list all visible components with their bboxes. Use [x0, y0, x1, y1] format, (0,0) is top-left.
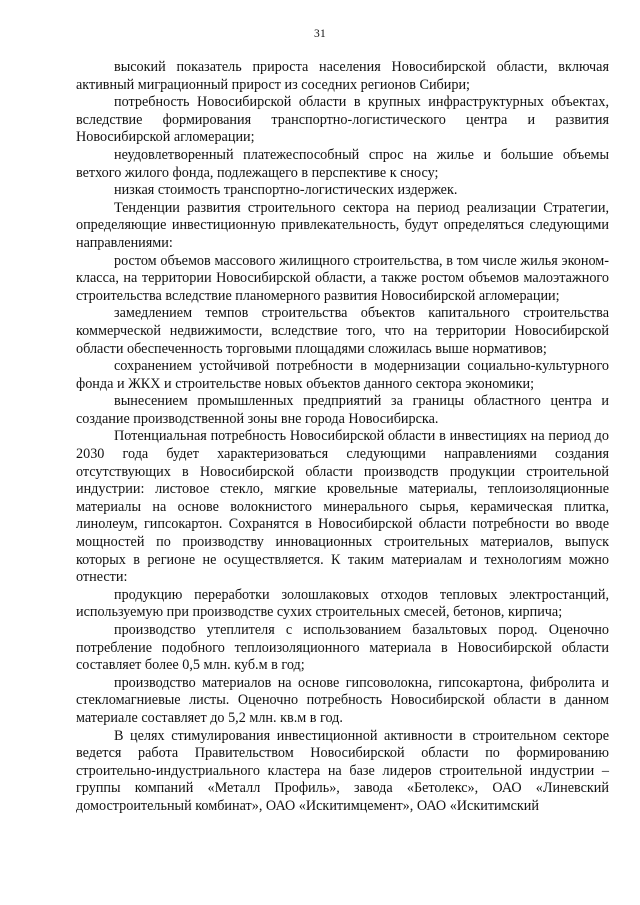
paragraph: замедлением темпов строительства объектов капитального строительства коммерческой недвижимости, вследствие того, что на территории Новосибирской области обеспеченность торговыми площадями сложилась выше нормативов; [76, 305, 609, 357]
paragraph: потребность Новосибирской области в крупных инфраструктурных объектах, вследствие формирования транспортно-логистического центра и развития Новосибирской агломерации; [76, 94, 609, 146]
page-number: 31 [314, 28, 326, 40]
paragraph: Тенденции развития строительного сектора на период реализации Стратегии, определяющие инвестиционную привлекательность, будут определяться следующими направлениями: [76, 199, 609, 251]
paragraph: высокий показатель прироста населения Новосибирской области, включая активный миграционный прирост из соседних регионов Сибири; [76, 59, 609, 93]
paragraph: сохранением устойчивой потребности в модернизации социально-культурного фонда и ЖКХ и строительстве новых объектов данного сектора экономики; [76, 358, 609, 392]
paragraph: ростом объемов массового жилищного строительства, в том числе жилья эконом-класса, на территории Новосибирской области, а также ростом объемов малоэтажного строительства вследствие планомерного развития Новосибирской агломерации; [76, 252, 609, 304]
paragraph: Потенциальная потребность Новосибирской области в инвестициях на период до 2030 года будет характеризоваться следующими направлениями создания отсутствующих в Новосибирской области производств продукции строительной индустрии: листовое стекло, мягкие кровельные материалы, теплоизоляционные материалы на основе волокнистого минерального сырья, керамическая плитка, линолеум, гипсокартон. Сохранятся в Новосибирской области потребности во вводе мощностей по производству инновационных строительных материалов, выпуск которых в регионе не осуществляется. К таким материалам и технологиям можно отнести: [76, 428, 609, 586]
paragraph: продукцию переработки золошлаковых отходов тепловых электростанций, используемую при производстве сухих строительных смесей, бетонов, кирпича; [76, 586, 609, 621]
page-body [76, 59, 609, 816]
paragraph: В целях стимулирования инвестиционной активности в строительном секторе ведется работа Правительством Новосибирской области по формированию строительно-индустриального кластера на базе лидеров строительной индустрии – группы компаний «Металл Профиль», завода «Бетолекс», ОАО «Линевский домостроительный комбинат», ОАО «Искитимцемент», ОАО «Искитимский [76, 727, 609, 814]
paragraph: низкая стоимость транспортно-логистических издержек. [114, 182, 458, 199]
paragraph: производство утеплителя с использованием базальтовых пород. Оценочно потребление подобного теплоизоляционного материала в Новосибирской области составляет более 0,5 млн. куб.м в год; [76, 622, 609, 674]
paragraph: производство материалов на основе гипсоволокна, гипсокартона, фибролита и стекломагниевые листы. Оценочно потребность Новосибирской области в данном материале составляет до 5,2 млн. кв.м в год. [76, 674, 609, 726]
paragraph: вынесением промышленных предприятий за границы областного центра и создание производственной зоны вне города Новосибирска. [76, 393, 609, 427]
paragraph: неудовлетворенный платежеспособный спрос на жилье и большие объемы ветхого жилого фонда, подлежащего в перспективе к сносу; [76, 146, 609, 181]
